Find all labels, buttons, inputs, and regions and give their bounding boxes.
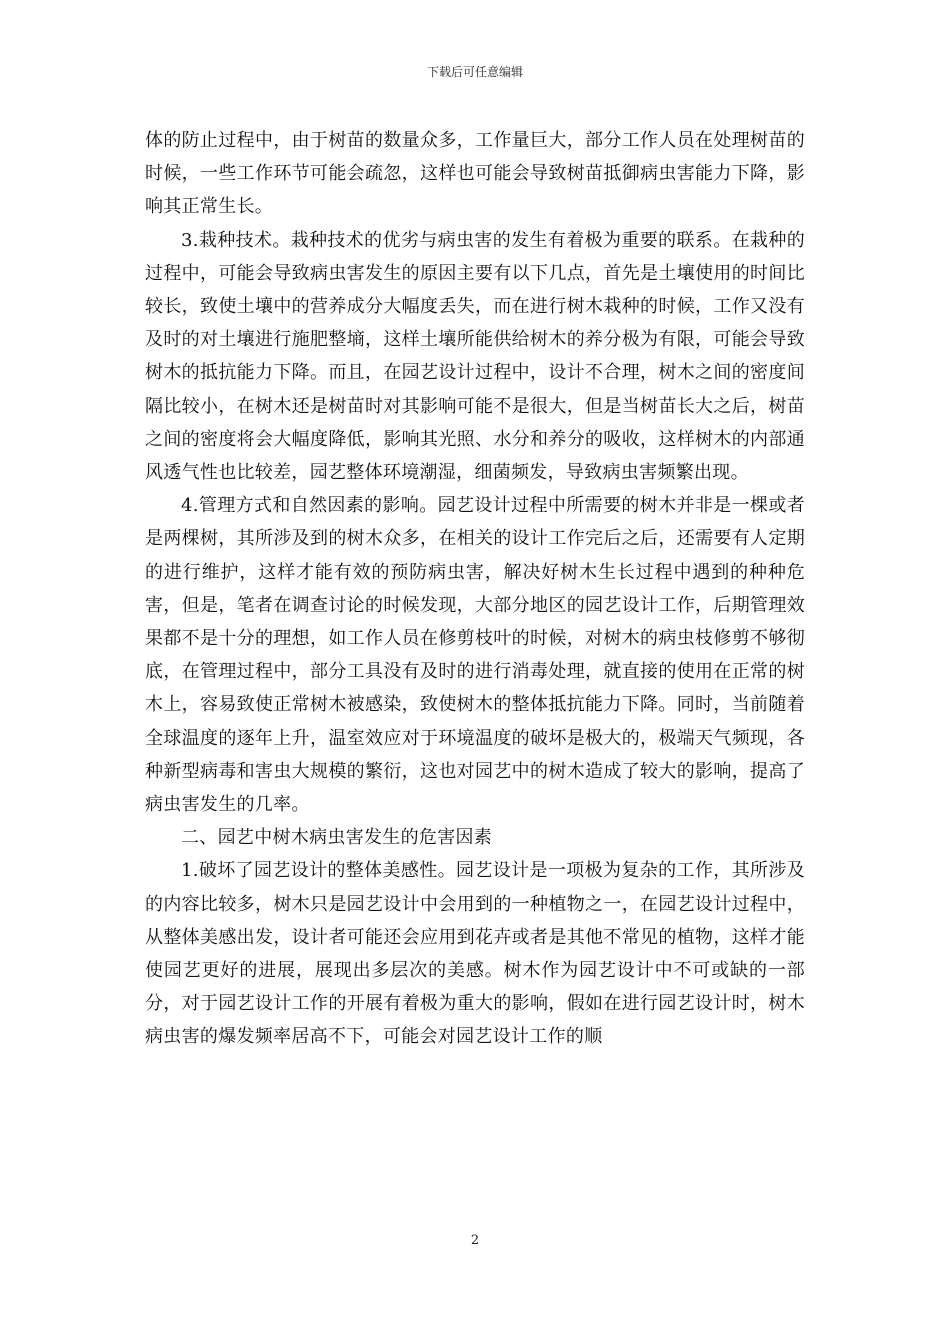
- document-body: [145, 124, 805, 1054]
- paragraph-continuation: 体的防止过程中，由于树苗的数量众多，工作量巨大，部分工作人员在处理树苗的时候，一些工作环节可能会疏忽，这样也可能会导致树苗抵御病虫害能力下降，影响其正常生长。: [145, 130, 805, 218]
- paragraph-management-factors: 4.管理方式和自然因素的影响。园艺设计过程中所需要的树木并非是一棵或者是两棵树，其所涉及到的树木众多，在相关的设计工作完后之后，还需要有人定期的进行维护，这样才能有效的预防病虫害，解决好树木生长过程中遇到的种种危害，但是，笔者在调查讨论的时候发现，大部分地区的园艺设计工作，后期管理效果都不是十分的理想，如工作人员在修剪枝叶的时候，对树木的病虫枝修剪不够彻底，在管理过程中，部分工具没有及时的进行消毒处理，就直接的使用在正常的树木上，容易致使正常树木被感染，致使树木的整体抵抗能力下降。同时，当前随着全球温度的逐年上升，温室效应对于环境温度的破坏是极大的，极端天气频现，各种新型病毒和害虫大规模的繁衍，这也对园艺中的树木造成了较大的影响，提高了病虫害发生的几率。: [145, 495, 805, 816]
- page-header: 下载后可任意编辑: [426, 65, 523, 79]
- paragraph-planting-technique: 3.栽种技术。栽种技术的优劣与病虫害的发生有着极为重要的联系。在栽种的过程中，可能会导致病虫害发生的原因主要有以下几点，首先是土壤使用的时间比较长，致使土壤中的营养成分大幅度丢失，而在进行树木栽种的时候，工作又没有及时的对土壤进行施肥整墒，这样土壤所能供给树木的养分极为有限，可能会导致树木的抵抗能力下降。而且，在园艺设计过程中，设计不合理，树木之间的密度间隔比较小，在树木还是树苗时对其影响可能不是很大，但是当树苗长大之后，树苗之间的密度将会大幅度降低，影响其光照、水分和养分的吸收，这样树木的内部通风透气性也比较差，园艺整体环境潮湿，细菌频发，导致病虫害频繁出现。: [145, 229, 805, 484]
- section-heading-hazards: 二、园艺中树木病虫害发生的危害因素: [181, 827, 493, 849]
- paragraph-aesthetics: 1.破坏了园艺设计的整体美感性。园艺设计是一项极为复杂的工作，其所涉及的内容比较多，树木只是园艺设计中会用到的一种植物之一，在园艺设计过程中，从整体美感出发，设计者可能还会应用到花卉或者是其他不常见的植物，这样才能使园艺更好的进展，展现出多层次的美感。树木作为园艺设计中不可或缺的一部分，对于园艺设计工作的开展有着极为重大的影响，假如在进行园艺设计时，树木病虫害的爆发频率居高不下，可能会对园艺设计工作的顺: [145, 860, 805, 1048]
- page-number: 2: [470, 1233, 480, 1248]
